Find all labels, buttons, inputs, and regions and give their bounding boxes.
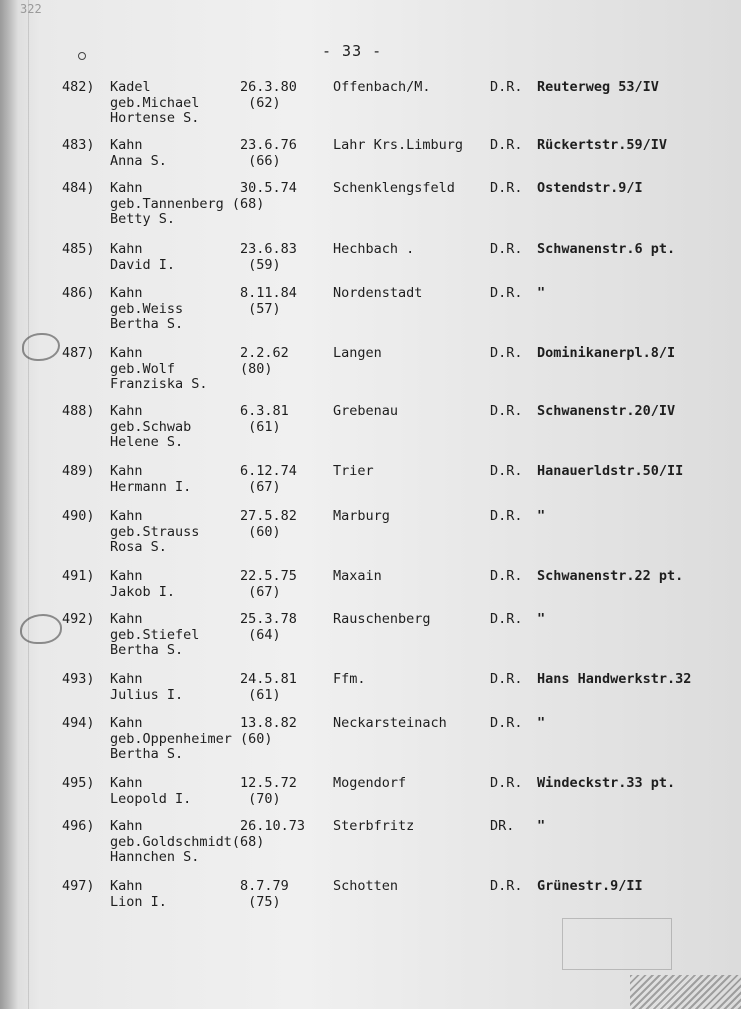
- entry-birthdate: 27.5.82 (60): [240, 508, 297, 540]
- entry-number: 492): [62, 611, 95, 627]
- entry-name: Kahn geb.Stiefel Bertha S.: [110, 611, 200, 658]
- entry-name: Kahn Leopold I.: [110, 775, 192, 807]
- entry-birthdate: 2.2.62 (80): [240, 345, 289, 377]
- entry-birthdate: 24.5.81 (61): [240, 671, 297, 703]
- entry-nationality: D.R.: [490, 79, 523, 95]
- entry-nationality: D.R.: [490, 775, 523, 791]
- entry-name: Kahn geb.Strauss Rosa S.: [110, 508, 200, 555]
- entry-birthdate: 13.8.82: [240, 715, 297, 731]
- entry-nationality: D.R.: [490, 180, 523, 196]
- entry-address: ": [537, 508, 546, 524]
- entry-address: Schwanenstr.20/IV: [537, 403, 676, 419]
- entry-city: Grebenau: [333, 403, 399, 419]
- entry-city: Offenbach/M.: [333, 79, 431, 95]
- entry-number: 488): [62, 403, 95, 419]
- entry-nationality: D.R.: [490, 568, 523, 584]
- list-item: [0, 181, 741, 241]
- entry-city: Nordenstadt: [333, 285, 423, 301]
- faded-stamp-mark: [562, 918, 672, 970]
- entry-nationality: D.R.: [490, 345, 523, 361]
- entry-birthdate: 26.10.73: [240, 818, 306, 834]
- entry-name: Kahn geb.Goldschmidt(68) Hannchen S.: [110, 818, 265, 865]
- entry-birthdate: 8.7.79 (75): [240, 878, 289, 910]
- entry-number: 494): [62, 715, 95, 731]
- entry-nationality: D.R.: [490, 137, 523, 153]
- entry-city: Sterbfritz: [333, 818, 415, 834]
- entry-address: Ostendstr.9/I: [537, 180, 643, 196]
- entry-city: Lahr Krs.Limburg: [333, 137, 464, 153]
- entry-number: 486): [62, 285, 95, 301]
- entry-city: Ffm.: [333, 671, 366, 687]
- scan-noise-mark: [630, 975, 741, 1009]
- entry-name: Kahn Hermann I.: [110, 463, 192, 495]
- entry-address: ": [537, 818, 546, 834]
- entry-city: Langen: [333, 345, 382, 361]
- entry-number: 490): [62, 508, 95, 524]
- entry-name: Kahn Jakob I.: [110, 568, 176, 600]
- entry-city: Maxain: [333, 568, 382, 584]
- list-item: [0, 509, 741, 569]
- entry-number: 483): [62, 137, 95, 153]
- entry-city: Trier: [333, 463, 374, 479]
- entry-name: Kahn geb.Wolf Franziska S.: [110, 345, 208, 392]
- entry-name: Kahn David I.: [110, 241, 176, 273]
- entry-nationality: D.R.: [490, 508, 523, 524]
- entry-birthdate: 6.12.74 (67): [240, 463, 297, 495]
- entry-number: 484): [62, 180, 95, 196]
- entry-birthdate: 26.3.80 (62): [240, 79, 297, 111]
- entry-nationality: D.R.: [490, 671, 523, 687]
- entry-address: ": [537, 285, 546, 301]
- punch-hole-icon: [78, 52, 86, 60]
- entry-birthdate: 25.3.78 (64): [240, 611, 297, 643]
- entry-number: 491): [62, 568, 95, 584]
- list-item: [0, 819, 741, 879]
- entry-address: Windeckstr.33 pt.: [537, 775, 676, 791]
- entry-number: 487): [62, 345, 95, 361]
- list-item: [0, 80, 741, 140]
- entry-city: Schotten: [333, 878, 399, 894]
- entry-birthdate: 8.11.84 (57): [240, 285, 297, 317]
- entry-nationality: DR.: [490, 818, 515, 834]
- entry-name: Kahn geb.Schwab Helene S.: [110, 403, 192, 450]
- entry-address: Hans Handwerkstr.32: [537, 671, 692, 687]
- entry-name: Kahn Julius I.: [110, 671, 184, 703]
- corner-annotation: 322: [20, 2, 42, 16]
- entry-birthdate: 23.6.76 (66): [240, 137, 297, 169]
- entry-nationality: D.R.: [490, 715, 523, 731]
- entry-city: Hechbach .: [333, 241, 415, 257]
- entry-number: 495): [62, 775, 95, 791]
- ink-stain-mark: [20, 614, 62, 644]
- entry-number: 482): [62, 79, 95, 95]
- entry-address: Schwanenstr.6 pt.: [537, 241, 676, 257]
- entry-name: Kahn geb.Oppenheimer (60) Bertha S.: [110, 715, 273, 762]
- list-item: [0, 346, 741, 406]
- entry-address: Hanauerldstr.50/II: [537, 463, 684, 479]
- entry-address: ": [537, 611, 546, 627]
- entry-city: Mogendorf: [333, 775, 407, 791]
- list-item: [0, 404, 741, 464]
- entry-nationality: D.R.: [490, 403, 523, 419]
- entry-name: Kahn Anna S.: [110, 137, 167, 169]
- entry-nationality: D.R.: [490, 878, 523, 894]
- entry-name: Kahn Lion I.: [110, 878, 167, 910]
- entry-number: 493): [62, 671, 95, 687]
- entry-address: Schwanenstr.22 pt.: [537, 568, 684, 584]
- entry-birthdate: 6.3.81 (61): [240, 403, 289, 435]
- list-item: [0, 716, 741, 776]
- entry-address: ": [537, 715, 546, 731]
- entry-address: Reuterweg 53/IV: [537, 79, 659, 95]
- entry-birthdate: 23.6.83 (59): [240, 241, 297, 273]
- entry-nationality: D.R.: [490, 611, 523, 627]
- entry-nationality: D.R.: [490, 463, 523, 479]
- entry-number: 496): [62, 818, 95, 834]
- entry-city: Neckarsteinach: [333, 715, 447, 731]
- entry-name: Kahn geb.Weiss Bertha S.: [110, 285, 184, 332]
- entry-number: 497): [62, 878, 95, 894]
- entry-nationality: D.R.: [490, 241, 523, 257]
- entry-city: Schenklengsfeld: [333, 180, 455, 196]
- entry-number: 485): [62, 241, 95, 257]
- entry-birthdate: 12.5.72 (70): [240, 775, 297, 807]
- entry-birthdate: 30.5.74: [240, 180, 297, 196]
- entry-name: Kahn geb.Tannenberg (68) Betty S.: [110, 180, 265, 227]
- entry-birthdate: 22.5.75 (67): [240, 568, 297, 600]
- entry-city: Marburg: [333, 508, 390, 524]
- list-item: [0, 612, 741, 672]
- list-item: [0, 286, 741, 346]
- entry-nationality: D.R.: [490, 285, 523, 301]
- entry-address: Rückertstr.59/IV: [537, 137, 668, 153]
- page-number: - 33 -: [322, 42, 383, 60]
- entry-name: Kadel geb.Michael Hortense S.: [110, 79, 200, 126]
- entry-number: 489): [62, 463, 95, 479]
- entry-address: Dominikanerpl.8/I: [537, 345, 676, 361]
- entry-address: Grünestr.9/II: [537, 878, 643, 894]
- entry-city: Rauschenberg: [333, 611, 431, 627]
